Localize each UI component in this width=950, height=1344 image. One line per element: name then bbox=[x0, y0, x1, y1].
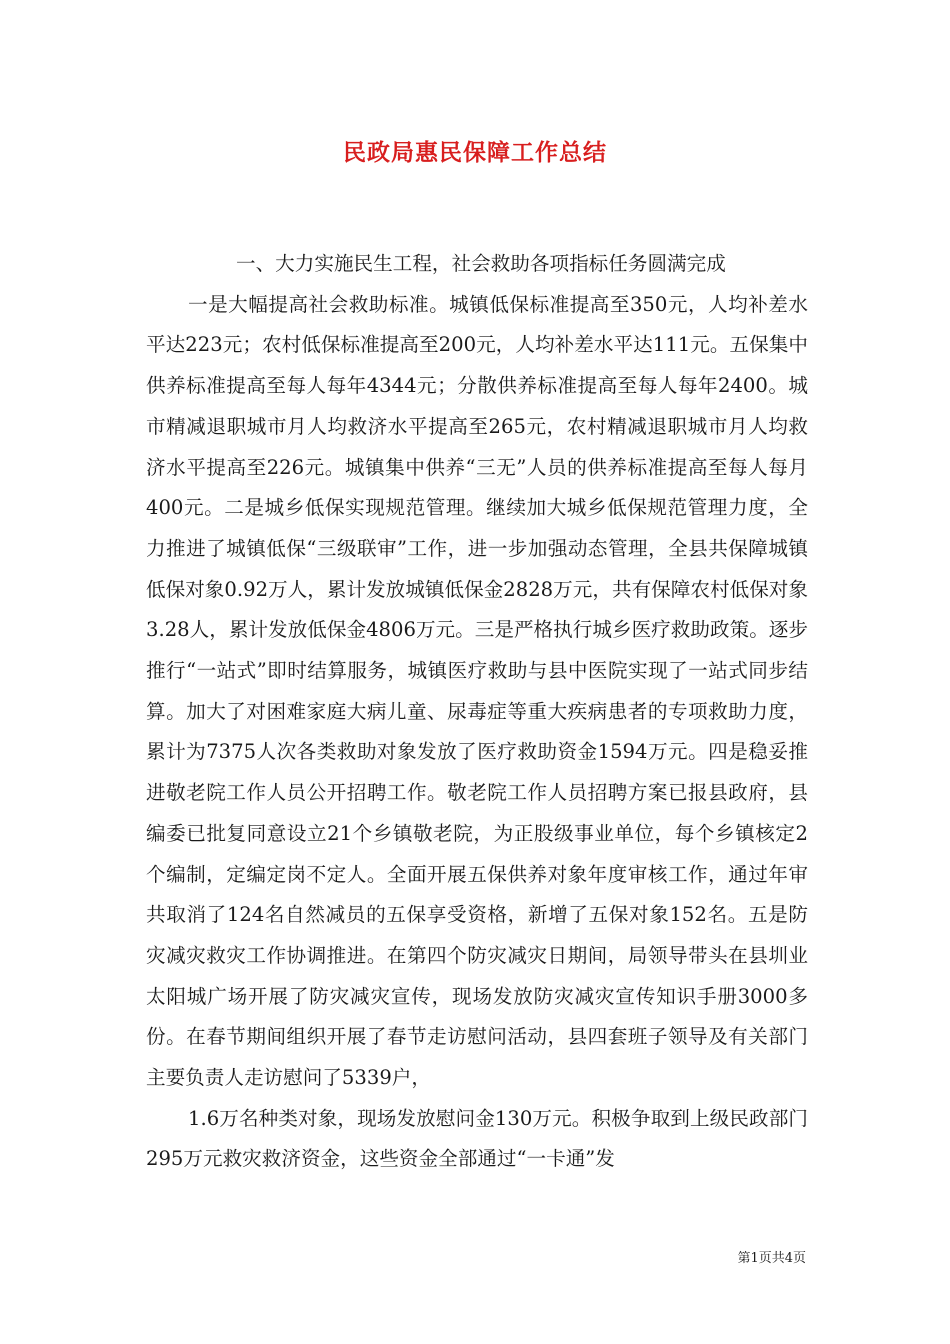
page-number-footer: 第1页共4页 bbox=[737, 1251, 806, 1266]
section-heading: 一、大力实施民生工程，社会救助各项指标任务圆满完成 bbox=[236, 252, 726, 275]
body-paragraph-2: 1.6万名种类对象，现场发放慰问金130万元。积极争取到上级民政部门295万元救灾救济资金，这些资金全部通过“一卡通”发 bbox=[146, 1106, 808, 1171]
body-paragraph-1: 一是大幅提高社会救助标准。城镇低保标准提高至350元，人均补差水平达223元；农村低保标准提高至200元，人均补差水平达111元。五保集中供养标准提高至每人每年4344元；分散供养标准提高至每人每年2400。城市精减退职城市月人均救济水平提高至265元，农村精减退职城市月人均救济水平提高至226元。城镇集中供养“三无”人员的供养标准提高至每人每月400元。二是城乡低保实现规范管理。继续加大城乡低保规范管理力度，全力推进了城镇低保“三级联审”工作，进一步加强动态管理，全县共保障城镇低保对象0.92万人，累计发放城镇低保金2828万元，共有保障农村低保对象3.28人，累计发放低保金4806万元。三是严格执行城乡医疗救助政策。逐步推行“一站式”即时结算服务，城镇医疗救助与县中医院实现了一站式同步结算。加大了对困难家庭大病儿童、尿毒症等重大疾病患者的专项救助力度，累计为7375人次各类救助对象发放了医疗救助资金1594万元。四是稳妥推进敬老院工作人员公开招聘工作。敬老院工作人员招聘方案已报县政府，县编委已批复同意设立21个乡镇敬老院，为正股级事业单位，每个乡镇核定2个编制，定编定岗不定人。全面开展五保供养对象年度审核工作，通过年审共取消了124名自然减员的五保享受资格，新增了五保对象152名。五是防灾减灾救灾工作协调推进。在第四个防灾减灾日期间，局领导带头在县圳业太阳城广场开展了防灾减灾宣传，现场发放防灾减灾宣传知识手册3000多份。在春节期间组织开展了春节走访慰问活动，县四套班子领导及有关部门主要负责人走访慰问了5339户， bbox=[146, 292, 808, 1090]
document-title: 民政局惠民保障工作总结 bbox=[343, 139, 607, 166]
document-body bbox=[146, 244, 808, 1180]
